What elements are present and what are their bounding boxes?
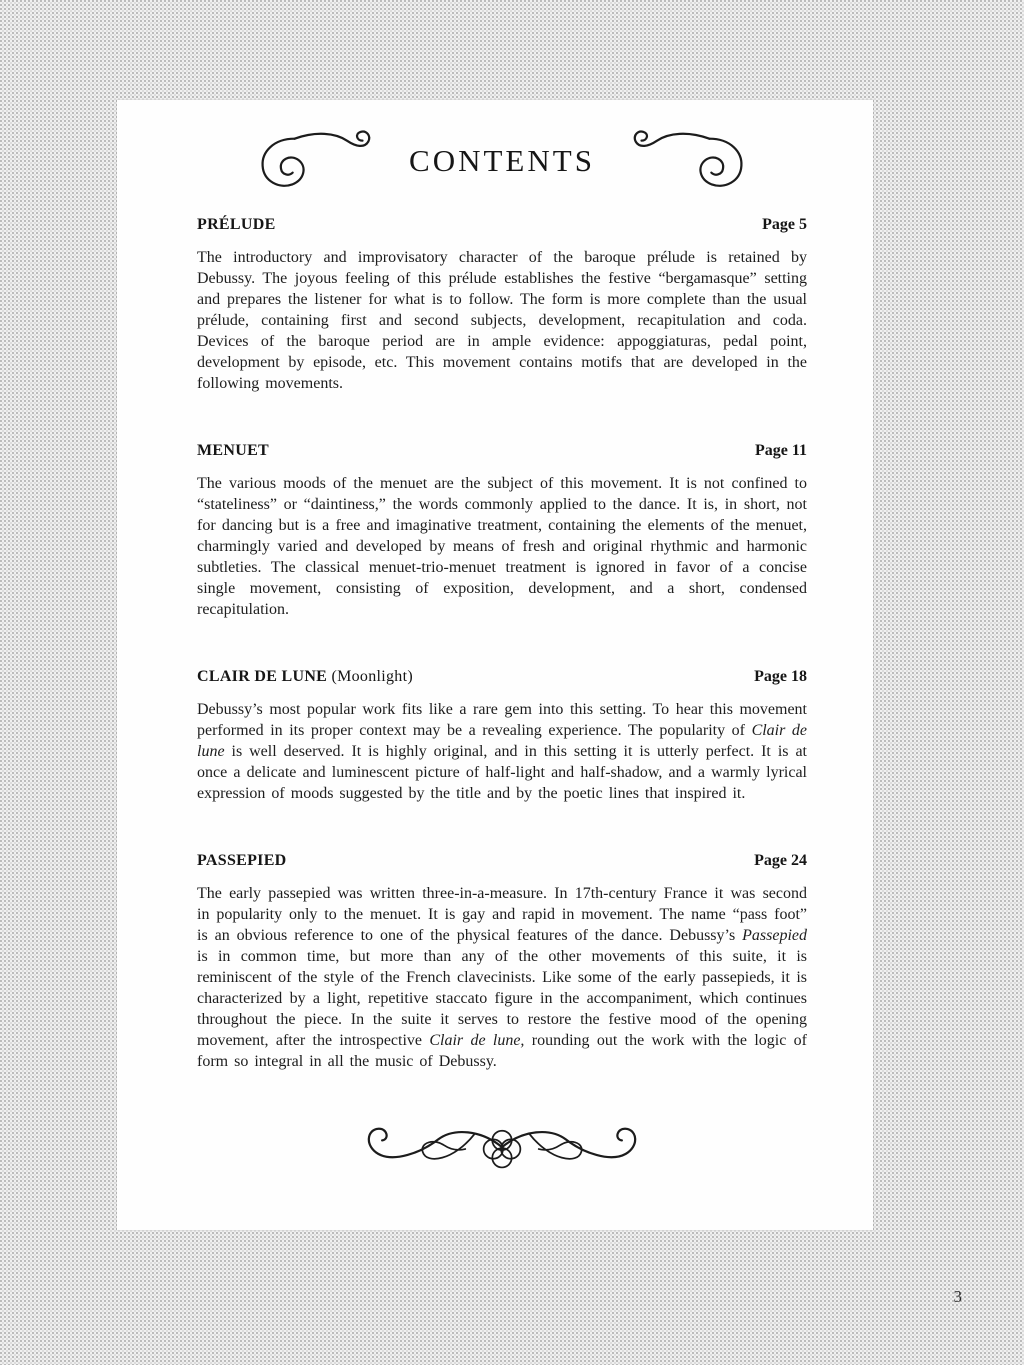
toc-section-clair-de-lune [197,668,807,804]
section-page-ref: Page 18 [754,668,807,685]
flourish-right-icon [631,129,749,193]
section-heading: PASSEPIED [197,852,287,869]
section-page-ref: Page 24 [754,852,807,869]
toc-section-menuet [197,442,807,620]
folio-page-number: 3 [953,1287,962,1306]
toc-section-prelude [197,216,807,394]
bottom-flourish-icon [197,1120,807,1182]
section-paragraph: The various moods of the menuet are the subject of this movement. It is not confined to “stateliness” or “daintiness,” the words commonly applied to the dance. It is, in short, not for dancing but is a free and imaginative treatment, containing the elements of the menuet, charmingly varied and developed by means of fresh and original rhythmic and harmonic subtleties. The classical menuet-trio-menuet treatment is ignored in favor of a concise single movement, consisting of exposition, development, and a short, condensed recapitulation. [197,475,807,618]
section-paragraph: Debussy’s most popular work fits like a rare gem into this setting. To hear this movement performed in its proper context may be a revealing experience. The popularity of Clair de lune is well deserved. It is highly original, and in this setting it is utterly perfect. It is at once a delicate and luminescent picture of half-light and half-shadow, and a warmly lyrical expression of moods suggested by the title and by the poetic lines that inspired it. [197,701,808,802]
page-title: CONTENTS [409,143,595,178]
section-heading: CLAIR DE LUNE (Moonlight) [197,668,413,685]
section-header-row [197,442,807,460]
book-page [117,100,873,1230]
section-heading: PRÉLUDE [197,216,276,233]
section-header-row [197,216,807,234]
section-paragraph: The introductory and improvisatory character of the baroque prélude is retained by Debussy. The joyous feeling of this prélude establishes the festive “bergamasque” setting and prepares the listener for what is to follow. The form is more complete than the usual prélude, containing first and second subjects, development, recapitulation and coda. Devices of the baroque period are in ample evidence: appoggiaturas, pedal point, development by episode, etc. This movement contains motifs that are developed in the following movements. [197,249,807,392]
contents-title-row [197,128,807,194]
section-heading: MENUET [197,442,270,459]
section-header-row [197,668,807,686]
section-page-ref: Page 5 [762,216,807,233]
toc-section-passepied [197,852,807,1072]
section-page-ref: Page 11 [755,442,807,459]
section-header-row [197,852,807,870]
flourish-left-icon [255,129,373,193]
section-paragraph: The early passepied was written three-in-a-measure. In 17th-century France it was second in popularity only to the menuet. It is gay and rapid in movement. The name “pass foot” is an obvious reference to one of the physical features of the dance. Debussy’s Passepied is in common time, but more than any of the other movements of this suite, it is reminiscent of the style of the French clavecinists. Like some of the early passepieds, it is characterized by a light, repetitive staccato figure in the accompaniment, which continues throughout the piece. In the suite it serves to restore the festive mood of the opening movement, after the introspective Clair de lune, rounding out the work with the logic of form so integral in all the music of Debussy. [197,885,808,1070]
